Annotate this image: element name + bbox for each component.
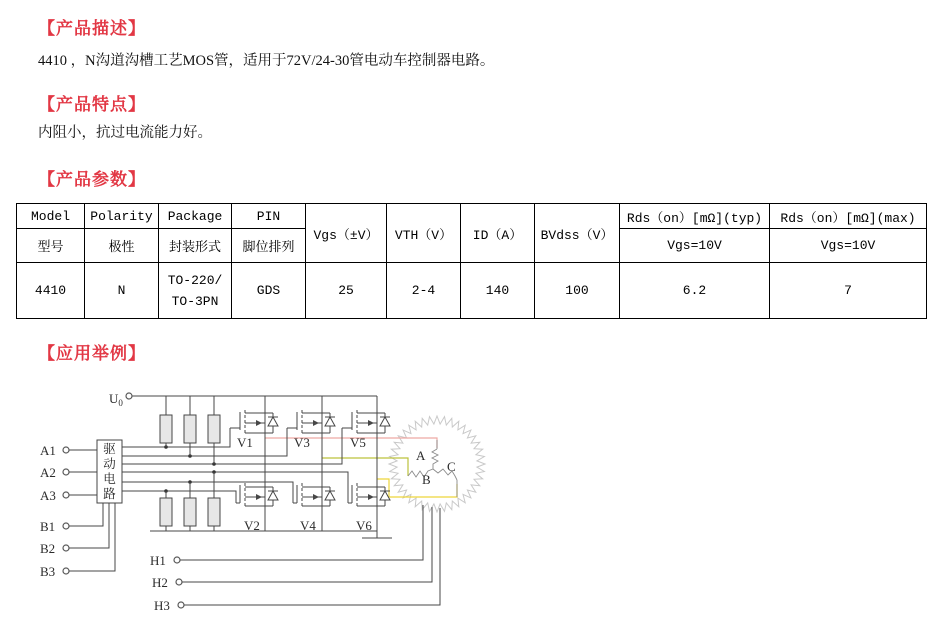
th-bvdss: BVdss（V） [535,204,620,263]
terminal-label-a2: A2 [40,465,56,480]
terminal-label-b3: B3 [40,564,56,579]
th-pin-cn: 脚位排列 [232,229,306,263]
mosfet-label-v5: V5 [350,435,366,450]
terminal-label-h1: H1 [150,553,166,568]
cell-vgs: 25 [306,263,387,319]
section-title-application: 【应用举例】 [38,344,146,363]
top-resistors [160,396,220,464]
cell-id: 140 [461,263,535,319]
mosfet-label-v4: V4 [300,518,316,533]
motor-phase-label-c: C [447,459,456,474]
th-polarity-en: Polarity [85,204,159,229]
package-line-2: TO-3PN [171,293,219,309]
terminal-label-h2: H2 [152,575,168,590]
th-rds-typ-cond: Vgs=10V [620,229,770,263]
mosfet-label-v1: V1 [237,435,253,450]
driver-box-char-3: 电 [103,472,116,486]
section-title-features: 【产品特点】 [38,95,146,114]
supply-rail [109,391,377,408]
th-rds-max-cond: Vgs=10V [770,229,927,263]
section-title-parameters: 【产品参数】 [38,170,146,189]
th-package-en: Package [159,204,232,229]
driver-box-char-1: 驱 [103,442,116,456]
cell-polarity: N [85,263,159,319]
motor-phase-label-a: A [416,448,426,463]
cell-vth: 2-4 [387,263,461,319]
supply-label: $U_0$ [109,391,123,408]
th-vgs: Vgs（±V） [306,204,387,263]
th-model-cn: 型号 [17,229,85,263]
section-title-description: 【产品描述】 [38,19,146,38]
terminal-label-a3: A3 [40,488,56,503]
package-line-1: TO-220/ [167,272,223,288]
cell-bvdss: 100 [535,263,620,319]
mosfet-v4 [293,483,335,533]
gate-buses [122,428,348,503]
cell-rds-max: 7 [770,263,927,319]
phase-c-wire [377,479,457,497]
cell-model: 4410 [17,263,85,319]
mosfet-v5 [342,410,390,450]
driver-box-char-2: 动 [103,457,116,471]
supply-terminal [126,393,132,399]
mosfet-label-v6: V6 [356,518,372,533]
description-text: 4410 ，N沟道沟槽工艺MOS管，适用于72V/24-30管电动车控制器电路。 [38,53,495,69]
th-rds-max: Rds（on）[mΩ](max) [770,204,927,229]
mosfet-label-v2: V2 [244,518,260,533]
driver-box-char-4: 路 [103,487,116,501]
mosfet-v1 [230,410,278,450]
mosfet-v2 [236,483,278,533]
cell-rds-typ: 6.2 [620,263,770,319]
cell-pin: GDS [232,263,306,319]
driver-box [97,440,122,503]
motor-windings [408,440,457,497]
terminal-label-a1: A1 [40,443,56,458]
terminal-label-b2: B2 [40,541,56,556]
terminal-label-h3: H3 [154,598,170,613]
terminal-label-b1: B1 [40,519,56,534]
mosfet-v6 [348,483,390,533]
features-text: 内阻小，抗过电流能力好。 [38,125,212,141]
th-vth: VTH（V） [387,204,461,263]
th-package-cn: 封装形式 [159,229,232,263]
phase-b-wire [322,458,408,476]
mosfet-v3 [287,410,335,450]
motor-phase-label-b: B [422,472,431,487]
th-polarity-cn: 极性 [85,229,159,263]
th-pin-en: PIN [232,204,306,229]
th-id: ID（A） [461,204,535,263]
mosfet-label-v3: V3 [294,435,310,450]
th-model-en: Model [17,204,85,229]
th-rds-typ: Rds（on）[mΩ](typ) [620,204,770,229]
